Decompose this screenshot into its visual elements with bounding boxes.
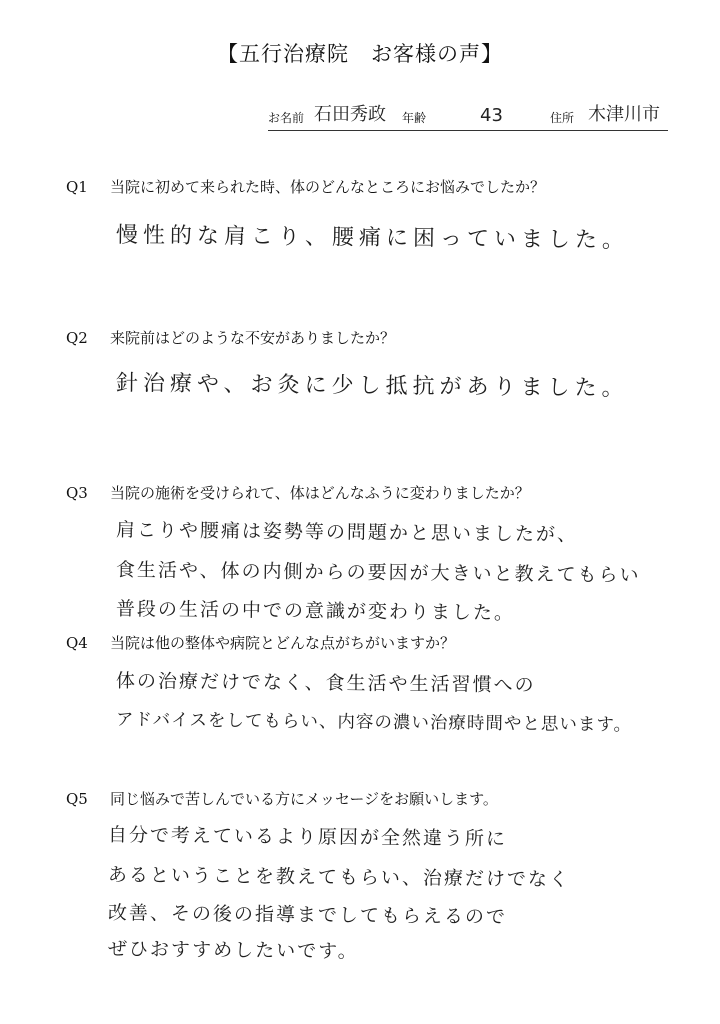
answer-4-line-2: アドバイスをしてもらい、内容の濃い治療時間やと思います。 [115,710,633,736]
answer-5-line-1: 自分で考えているより原因が全然違う所に [107,824,508,851]
answer-4-line-1: 体の治療だけでなく、食生活や生活習慣への [115,670,536,697]
question-number: Q1 [66,178,88,196]
question-number: Q2 [66,329,88,347]
question-text: 同じ悩みで苦しんでいる方にメッセージをお願いします。 [110,790,498,808]
answer-3-line-2: 食生活や、体の内側からの要因が大きいと教えてもらい [115,559,641,587]
question-3 [66,482,530,503]
answer-3-line-1: 肩こりや腰痛は姿勢等の問題かと思いましたが、 [115,519,579,546]
page-title: 【五行治療院 お客様の声】 [217,42,503,66]
answer-5-line-2: あるということを教えてもらい、治療だけでなく [107,864,571,891]
question-number: Q5 [66,790,88,808]
question-1 [66,176,545,197]
answer-5-line-4: ぜひおすすめしたいです。 [107,938,359,963]
age-label: 年齢 [402,111,427,125]
customer-info-row [268,100,668,131]
question-text: 当院は他の整体や病院とどんな点がちがいますか？ [110,634,456,652]
question-text: 当院に初めて来られた時、体のどんなところにお悩みでしたか？ [110,178,546,196]
answer-3-line-3: 普段の生活の中での意識が変わりました。 [115,598,516,625]
question-text: 当院の施術を受けられて、体はどんなふうに変わりましたか？ [110,484,530,502]
answer-1-line-1: 慢性的な肩こり、腰痛に困っていました。 [115,223,630,254]
question-text: 来院前はどのような不安がありましたか？ [110,329,396,347]
question-number: Q4 [66,634,88,652]
question-4 [66,632,455,653]
question-5 [66,788,498,809]
question-2 [66,327,395,348]
answer-5-line-3: 改善、その後の指導までしてもらえるので [107,902,508,929]
address-value: 木津川市 [588,104,660,125]
address-label: 住所 [550,111,575,125]
name-value: 石田秀政 [314,104,386,125]
age-value: 43 [480,105,503,126]
name-label: お名前 [268,111,305,125]
answer-2-line-1: 針治療や、お灸に少し抵抗がありました。 [115,371,629,402]
question-number: Q3 [66,484,88,502]
